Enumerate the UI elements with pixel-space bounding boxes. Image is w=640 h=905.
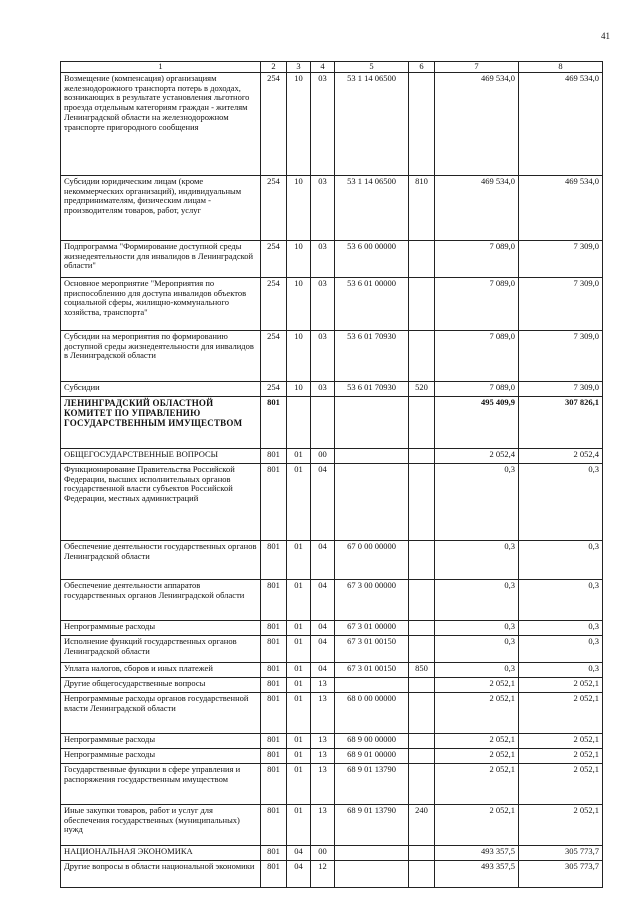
amount-year1-cell: 493 357,5 bbox=[435, 845, 519, 860]
target-article-cell: 68 9 01 00000 bbox=[335, 748, 409, 763]
amount-year1-cell: 0,3 bbox=[435, 620, 519, 635]
ministry-code-cell: 254 bbox=[261, 175, 287, 240]
amount-year2-cell: 0,3 bbox=[519, 579, 603, 620]
ministry-code-cell: 801 bbox=[261, 448, 287, 463]
amount-year2-cell: 469 534,0 bbox=[519, 72, 603, 175]
amount-year1-cell: 7 089,0 bbox=[435, 277, 519, 330]
section-code-cell: 01 bbox=[287, 748, 311, 763]
subsection-code-cell bbox=[311, 396, 335, 448]
ministry-code-cell: 801 bbox=[261, 860, 287, 887]
section-code-cell: 10 bbox=[287, 381, 311, 396]
amount-year2-cell: 7 309,0 bbox=[519, 240, 603, 277]
target-article-cell: 53 6 01 70930 bbox=[335, 330, 409, 381]
target-article-cell: 68 9 01 13790 bbox=[335, 763, 409, 804]
target-article-cell: 68 9 00 00000 bbox=[335, 733, 409, 748]
row-name-cell: Обеспечение деятельности государственных органов Ленинградской области bbox=[61, 540, 261, 579]
subsection-code-cell: 13 bbox=[311, 692, 335, 733]
subsection-code-cell: 13 bbox=[311, 733, 335, 748]
table-row bbox=[61, 677, 603, 692]
table-row bbox=[61, 330, 603, 381]
column-header: 7 bbox=[435, 62, 519, 73]
amount-year1-cell: 0,3 bbox=[435, 579, 519, 620]
amount-year1-cell: 2 052,1 bbox=[435, 733, 519, 748]
row-name-cell: Другие вопросы в области национальной экономики bbox=[61, 860, 261, 887]
ministry-code-cell: 801 bbox=[261, 692, 287, 733]
row-name-cell: Субсидии bbox=[61, 381, 261, 396]
table-row bbox=[61, 72, 603, 175]
subsection-code-cell: 13 bbox=[311, 763, 335, 804]
column-header: 8 bbox=[519, 62, 603, 73]
ministry-code-cell: 801 bbox=[261, 662, 287, 677]
row-name-cell: Возмещение (компенсация) организациям железнодорожного транспорта потерь в доходах, возникающих в результате установления льготного проезда отдельным категориям граждан - жителям Ленинградской области на железнодорожном транспорте пригородного сообщения bbox=[61, 72, 261, 175]
target-article-cell bbox=[335, 845, 409, 860]
subsection-code-cell: 04 bbox=[311, 540, 335, 579]
row-name-cell: Подпрограмма "Формирование доступной среды жизнедеятельности для инвалидов в Ленинградской области" bbox=[61, 240, 261, 277]
page-number: 41 bbox=[601, 31, 610, 41]
ministry-code-cell: 801 bbox=[261, 677, 287, 692]
table-row bbox=[61, 579, 603, 620]
expense-type-cell bbox=[409, 240, 435, 277]
target-article-cell: 67 3 00 00000 bbox=[335, 579, 409, 620]
subsection-code-cell: 03 bbox=[311, 72, 335, 175]
column-header: 2 bbox=[261, 62, 287, 73]
row-name-cell: Исполнение функций государственных органов Ленинградской области bbox=[61, 635, 261, 662]
section-code-cell: 04 bbox=[287, 860, 311, 887]
expense-type-cell bbox=[409, 540, 435, 579]
expense-type-cell bbox=[409, 845, 435, 860]
subsection-code-cell: 00 bbox=[311, 845, 335, 860]
target-article-cell: 68 0 00 00000 bbox=[335, 692, 409, 733]
ministry-code-cell: 801 bbox=[261, 579, 287, 620]
amount-year1-cell: 2 052,1 bbox=[435, 692, 519, 733]
table-row bbox=[61, 748, 603, 763]
row-name-cell: Субсидии юридическим лицам (кроме некоммерческих организаций), индивидуальным предпринимателям, физическим лицам - производителям товаров, работ, услуг bbox=[61, 175, 261, 240]
row-name-cell: ЛЕНИНГРАДСКИЙ ОБЛАСТНОЙ КОМИТЕТ ПО УПРАВЛЕНИЮ ГОСУДАРСТВЕННЫМ ИМУЩЕСТВОМ bbox=[61, 396, 261, 448]
table-row bbox=[61, 662, 603, 677]
amount-year2-cell: 2 052,1 bbox=[519, 804, 603, 845]
amount-year1-cell: 2 052,1 bbox=[435, 677, 519, 692]
ministry-code-cell: 801 bbox=[261, 845, 287, 860]
expense-type-cell: 520 bbox=[409, 381, 435, 396]
subsection-code-cell: 13 bbox=[311, 804, 335, 845]
subsection-code-cell: 13 bbox=[311, 677, 335, 692]
ministry-code-cell: 801 bbox=[261, 635, 287, 662]
section-code-cell: 10 bbox=[287, 175, 311, 240]
target-article-cell bbox=[335, 860, 409, 887]
amount-year2-cell: 7 309,0 bbox=[519, 381, 603, 396]
expense-type-cell bbox=[409, 748, 435, 763]
subsection-code-cell: 03 bbox=[311, 175, 335, 240]
section-code-cell: 01 bbox=[287, 540, 311, 579]
table-row bbox=[61, 620, 603, 635]
section-code-cell: 01 bbox=[287, 677, 311, 692]
target-article-cell: 68 9 01 13790 bbox=[335, 804, 409, 845]
table-row bbox=[61, 860, 603, 887]
amount-year1-cell: 493 357,5 bbox=[435, 860, 519, 887]
expense-type-cell bbox=[409, 448, 435, 463]
amount-year2-cell: 469 534,0 bbox=[519, 175, 603, 240]
row-name-cell: Иные закупки товаров, работ и услуг для обеспечения государственных (муниципальных) нужд bbox=[61, 804, 261, 845]
amount-year2-cell: 0,3 bbox=[519, 662, 603, 677]
amount-year2-cell: 2 052,1 bbox=[519, 748, 603, 763]
expense-type-cell bbox=[409, 277, 435, 330]
amount-year1-cell: 469 534,0 bbox=[435, 175, 519, 240]
amount-year2-cell: 2 052,4 bbox=[519, 448, 603, 463]
section-code-cell: 01 bbox=[287, 692, 311, 733]
row-name-cell: Непрограммные расходы bbox=[61, 620, 261, 635]
target-article-cell: 53 1 14 06500 bbox=[335, 175, 409, 240]
target-article-cell: 67 3 01 00150 bbox=[335, 635, 409, 662]
row-name-cell: Уплата налогов, сборов и иных платежей bbox=[61, 662, 261, 677]
section-code-cell: 01 bbox=[287, 635, 311, 662]
expense-type-cell: 850 bbox=[409, 662, 435, 677]
table-row bbox=[61, 692, 603, 733]
row-name-cell: НАЦИОНАЛЬНАЯ ЭКОНОМИКА bbox=[61, 845, 261, 860]
expense-type-cell: 810 bbox=[409, 175, 435, 240]
amount-year2-cell: 0,3 bbox=[519, 463, 603, 540]
expense-type-cell bbox=[409, 860, 435, 887]
row-name-cell: ОБЩЕГОСУДАРСТВЕННЫЕ ВОПРОСЫ bbox=[61, 448, 261, 463]
expense-type-cell bbox=[409, 463, 435, 540]
table-row bbox=[61, 175, 603, 240]
column-header: 6 bbox=[409, 62, 435, 73]
row-name-cell: Непрограммные расходы bbox=[61, 733, 261, 748]
subsection-code-cell: 00 bbox=[311, 448, 335, 463]
section-code-cell: 10 bbox=[287, 72, 311, 175]
expense-type-cell bbox=[409, 72, 435, 175]
row-name-cell: Непрограммные расходы bbox=[61, 748, 261, 763]
ministry-code-cell: 254 bbox=[261, 72, 287, 175]
expense-type-cell bbox=[409, 763, 435, 804]
ministry-code-cell: 801 bbox=[261, 540, 287, 579]
section-code-cell: 04 bbox=[287, 845, 311, 860]
ministry-code-cell: 801 bbox=[261, 463, 287, 540]
target-article-cell: 67 3 01 00000 bbox=[335, 620, 409, 635]
expense-type-cell bbox=[409, 677, 435, 692]
row-name-cell: Основное мероприятие "Мероприятия по приспособлению для доступа инвалидов объектов социальной сферы, жилищно-коммунального хозяйства, транспорта" bbox=[61, 277, 261, 330]
amount-year1-cell: 0,3 bbox=[435, 635, 519, 662]
target-article-cell bbox=[335, 396, 409, 448]
section-code-cell: 01 bbox=[287, 804, 311, 845]
subsection-code-cell: 04 bbox=[311, 463, 335, 540]
target-article-cell: 67 3 01 00150 bbox=[335, 662, 409, 677]
subsection-code-cell: 13 bbox=[311, 748, 335, 763]
column-header: 1 bbox=[61, 62, 261, 73]
budget-table bbox=[60, 61, 603, 888]
section-code-cell: 10 bbox=[287, 240, 311, 277]
subsection-code-cell: 04 bbox=[311, 662, 335, 677]
section-code-cell: 10 bbox=[287, 277, 311, 330]
ministry-code-cell: 254 bbox=[261, 277, 287, 330]
amount-year1-cell: 2 052,1 bbox=[435, 763, 519, 804]
target-article-cell bbox=[335, 463, 409, 540]
amount-year2-cell: 305 773,7 bbox=[519, 845, 603, 860]
table-row bbox=[61, 635, 603, 662]
section-code-cell: 01 bbox=[287, 579, 311, 620]
subsection-code-cell: 03 bbox=[311, 381, 335, 396]
target-article-cell: 53 1 14 06500 bbox=[335, 72, 409, 175]
ministry-code-cell: 254 bbox=[261, 330, 287, 381]
target-article-cell bbox=[335, 448, 409, 463]
amount-year1-cell: 0,3 bbox=[435, 463, 519, 540]
amount-year2-cell: 7 309,0 bbox=[519, 277, 603, 330]
amount-year1-cell: 469 534,0 bbox=[435, 72, 519, 175]
target-article-cell: 53 6 01 70930 bbox=[335, 381, 409, 396]
amount-year2-cell: 307 826,1 bbox=[519, 396, 603, 448]
table-row bbox=[61, 240, 603, 277]
section-code-cell: 01 bbox=[287, 733, 311, 748]
expense-type-cell bbox=[409, 620, 435, 635]
table-row bbox=[61, 845, 603, 860]
amount-year2-cell: 0,3 bbox=[519, 540, 603, 579]
table-row bbox=[61, 804, 603, 845]
amount-year1-cell: 0,3 bbox=[435, 540, 519, 579]
subsection-code-cell: 03 bbox=[311, 277, 335, 330]
amount-year1-cell: 7 089,0 bbox=[435, 381, 519, 396]
subsection-code-cell: 04 bbox=[311, 635, 335, 662]
amount-year2-cell: 7 309,0 bbox=[519, 330, 603, 381]
row-name-cell: Функционирование Правительства Российской Федерации, высших исполнительных органов государственной власти субъектов Российской Федерации, местных администраций bbox=[61, 463, 261, 540]
section-code-cell: 01 bbox=[287, 448, 311, 463]
ministry-code-cell: 254 bbox=[261, 240, 287, 277]
expense-type-cell bbox=[409, 635, 435, 662]
table-row bbox=[61, 396, 603, 448]
target-article-cell: 67 0 00 00000 bbox=[335, 540, 409, 579]
section-code-cell bbox=[287, 396, 311, 448]
ministry-code-cell: 801 bbox=[261, 748, 287, 763]
subsection-code-cell: 04 bbox=[311, 579, 335, 620]
expense-type-cell bbox=[409, 733, 435, 748]
row-name-cell: Государственные функции в сфере управления и распоряжения государственным имуществом bbox=[61, 763, 261, 804]
ministry-code-cell: 801 bbox=[261, 733, 287, 748]
table-row bbox=[61, 733, 603, 748]
amount-year1-cell: 7 089,0 bbox=[435, 240, 519, 277]
expense-type-cell: 240 bbox=[409, 804, 435, 845]
expense-type-cell bbox=[409, 579, 435, 620]
amount-year1-cell: 2 052,1 bbox=[435, 804, 519, 845]
expense-type-cell bbox=[409, 330, 435, 381]
table-row bbox=[61, 763, 603, 804]
row-name-cell: Обеспечение деятельности аппаратов государственных органов Ленинградской области bbox=[61, 579, 261, 620]
table-row bbox=[61, 540, 603, 579]
amount-year1-cell: 2 052,4 bbox=[435, 448, 519, 463]
subsection-code-cell: 03 bbox=[311, 240, 335, 277]
column-header: 5 bbox=[335, 62, 409, 73]
section-code-cell: 01 bbox=[287, 763, 311, 804]
target-article-cell: 53 6 01 00000 bbox=[335, 277, 409, 330]
header-row bbox=[61, 62, 603, 73]
amount-year2-cell: 0,3 bbox=[519, 635, 603, 662]
ministry-code-cell: 801 bbox=[261, 763, 287, 804]
amount-year2-cell: 2 052,1 bbox=[519, 692, 603, 733]
table-row bbox=[61, 448, 603, 463]
amount-year1-cell: 2 052,1 bbox=[435, 748, 519, 763]
ministry-code-cell: 801 bbox=[261, 396, 287, 448]
subsection-code-cell: 12 bbox=[311, 860, 335, 887]
section-code-cell: 10 bbox=[287, 330, 311, 381]
amount-year2-cell: 305 773,7 bbox=[519, 860, 603, 887]
expense-type-cell bbox=[409, 396, 435, 448]
amount-year2-cell: 2 052,1 bbox=[519, 733, 603, 748]
row-name-cell: Непрограммные расходы органов государственной власти Ленинградской области bbox=[61, 692, 261, 733]
target-article-cell: 53 6 00 00000 bbox=[335, 240, 409, 277]
row-name-cell: Субсидии на мероприятия по формированию доступной среды жизнедеятельности для инвалидов в Ленинградской области bbox=[61, 330, 261, 381]
amount-year1-cell: 495 409,9 bbox=[435, 396, 519, 448]
target-article-cell bbox=[335, 677, 409, 692]
amount-year1-cell: 7 089,0 bbox=[435, 330, 519, 381]
table-row bbox=[61, 463, 603, 540]
table-row bbox=[61, 381, 603, 396]
amount-year2-cell: 2 052,1 bbox=[519, 677, 603, 692]
ministry-code-cell: 801 bbox=[261, 804, 287, 845]
row-name-cell: Другие общегосударственные вопросы bbox=[61, 677, 261, 692]
section-code-cell: 01 bbox=[287, 620, 311, 635]
section-code-cell: 01 bbox=[287, 662, 311, 677]
column-header: 4 bbox=[311, 62, 335, 73]
table-row bbox=[61, 277, 603, 330]
amount-year2-cell: 2 052,1 bbox=[519, 763, 603, 804]
subsection-code-cell: 03 bbox=[311, 330, 335, 381]
section-code-cell: 01 bbox=[287, 463, 311, 540]
expense-type-cell bbox=[409, 692, 435, 733]
subsection-code-cell: 04 bbox=[311, 620, 335, 635]
ministry-code-cell: 801 bbox=[261, 620, 287, 635]
amount-year1-cell: 0,3 bbox=[435, 662, 519, 677]
amount-year2-cell: 0,3 bbox=[519, 620, 603, 635]
column-header: 3 bbox=[287, 62, 311, 73]
ministry-code-cell: 254 bbox=[261, 381, 287, 396]
